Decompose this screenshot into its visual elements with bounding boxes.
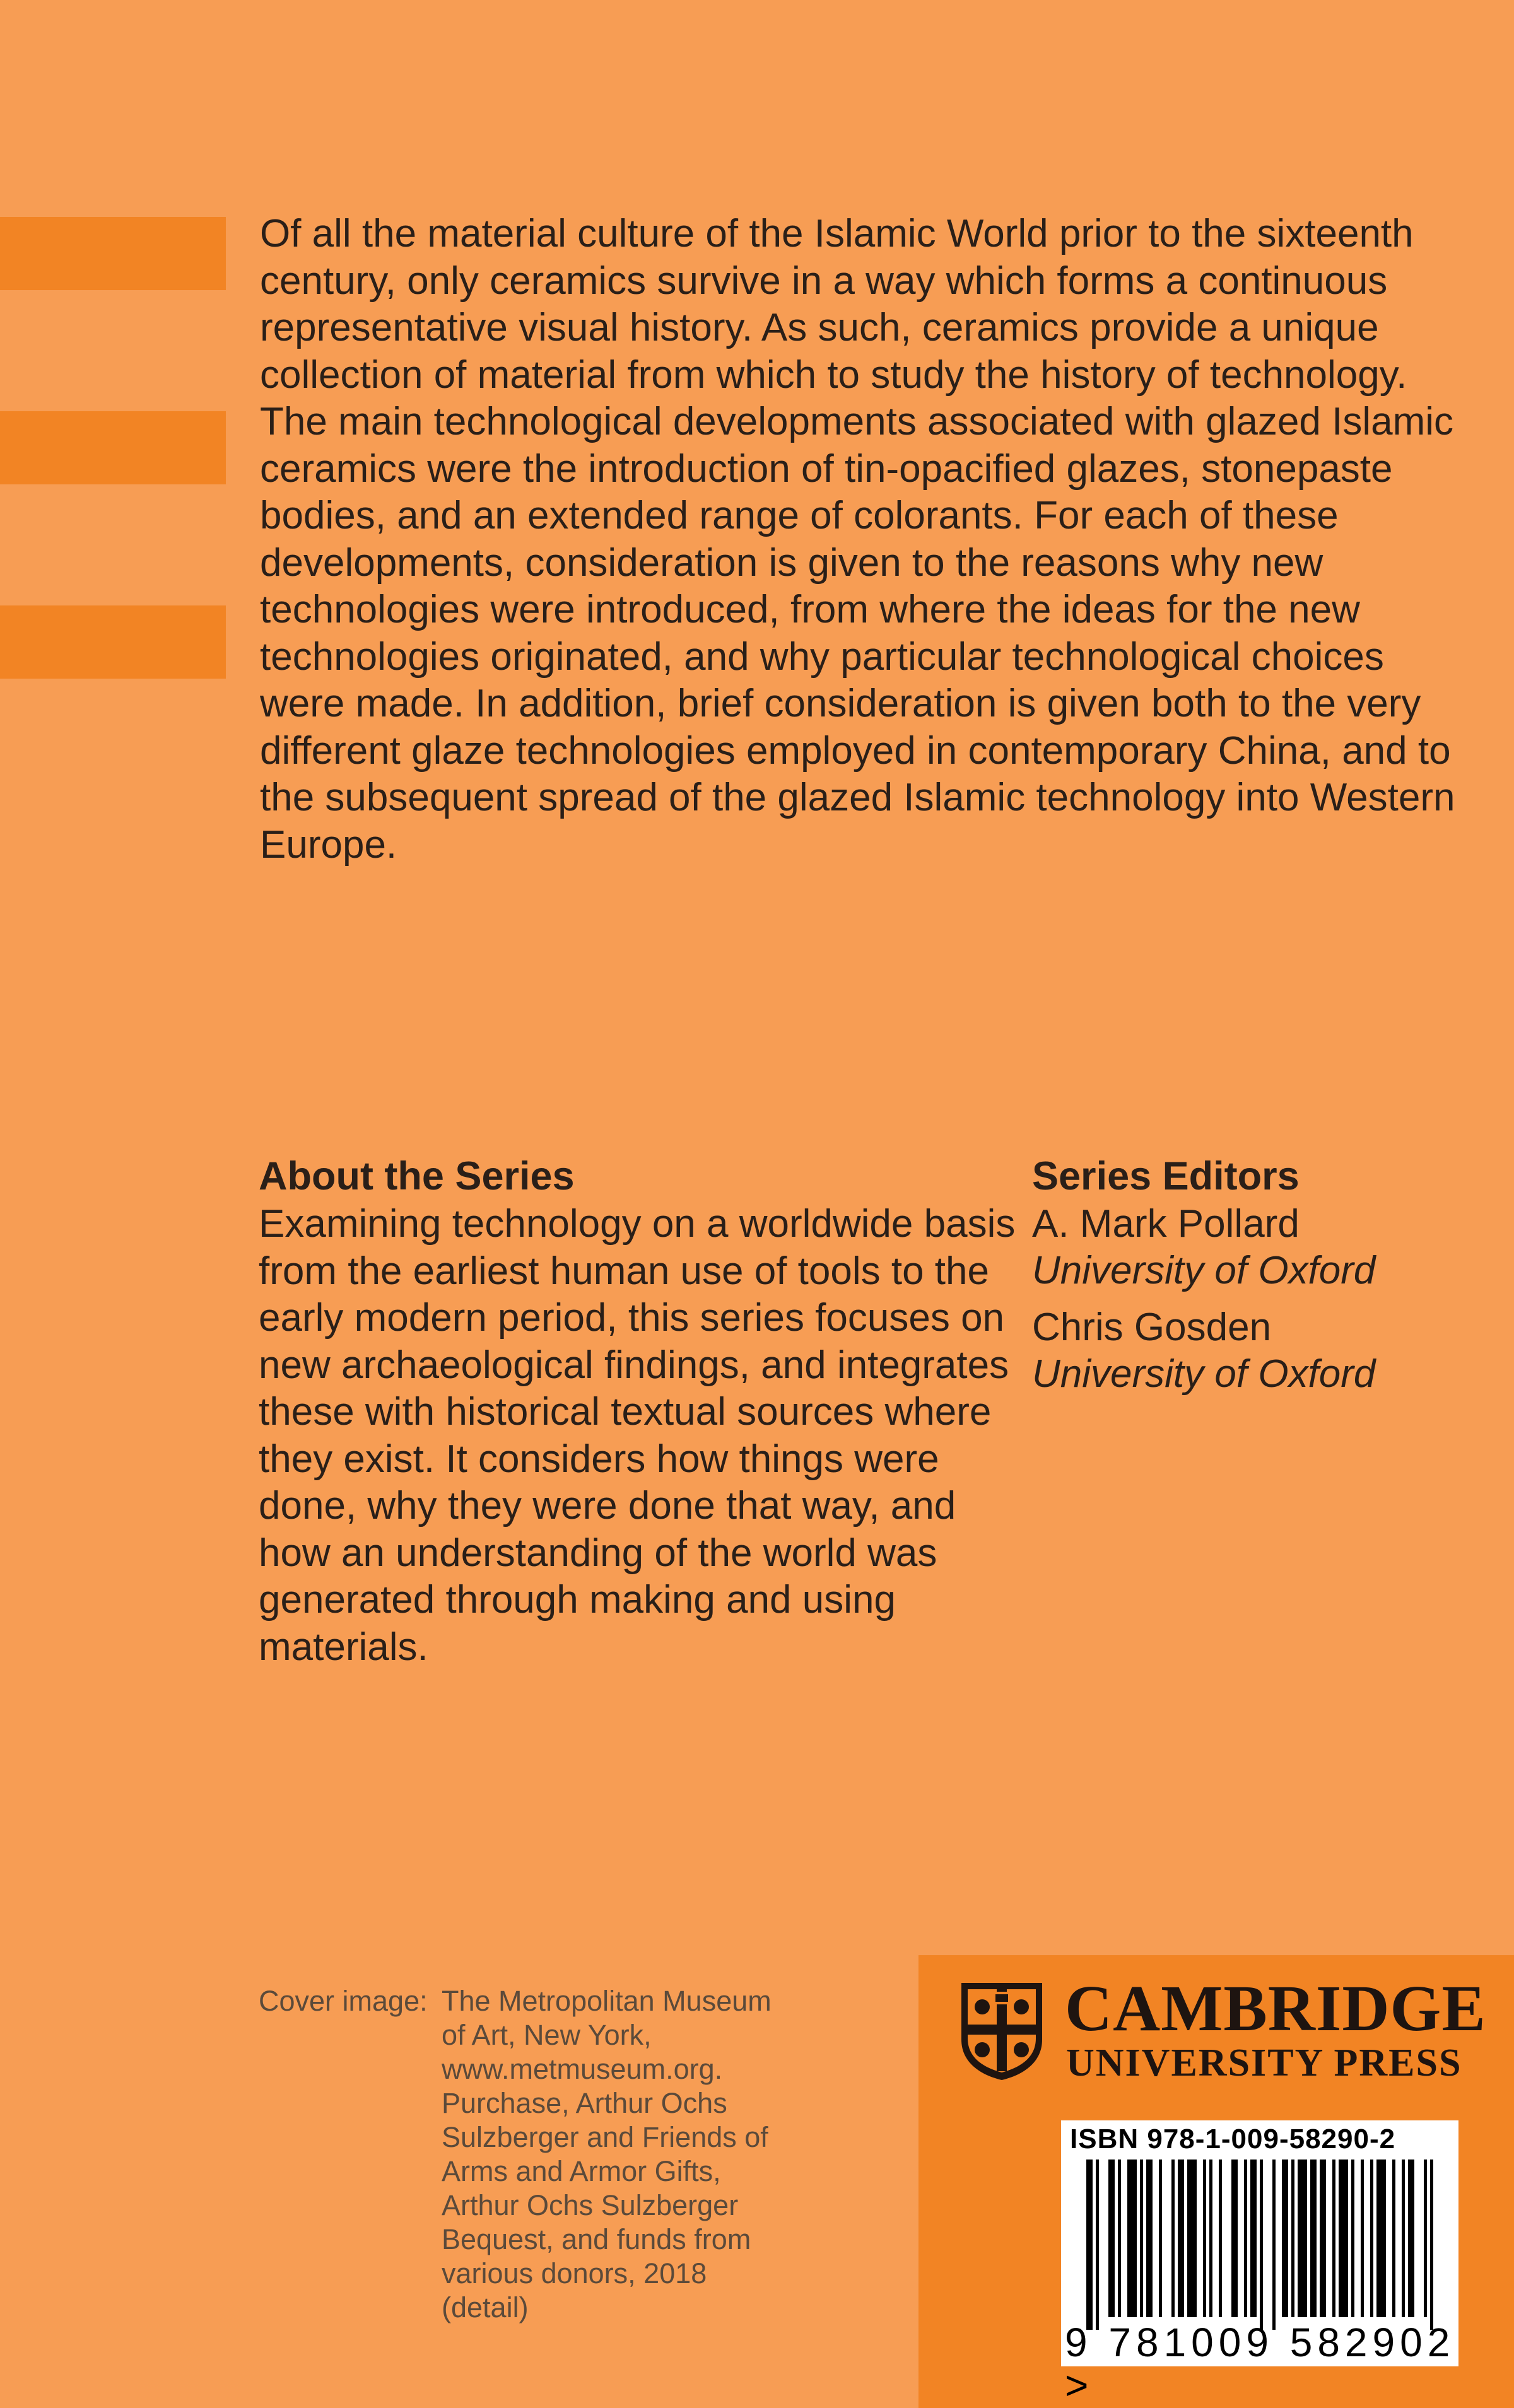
barcode-bar	[1250, 2160, 1257, 2317]
barcode-bar	[1370, 2160, 1373, 2317]
accent-band-2	[0, 411, 226, 484]
barcode-bar	[1376, 2160, 1386, 2317]
editor-affiliation: University of Oxford	[1032, 1249, 1376, 1292]
barcode-bar	[1231, 2160, 1238, 2317]
editor-name: A. Mark Pollard	[1032, 1202, 1300, 1246]
barcode-bar	[1320, 2160, 1326, 2317]
barcode-bar	[1408, 2160, 1414, 2317]
barcode-bar	[1209, 2160, 1212, 2317]
barcode-bar	[1424, 2160, 1427, 2317]
isbn-digits: 9 781009 582902 >	[1065, 2320, 1455, 2408]
barcode-bar	[1178, 2160, 1184, 2317]
series-editor	[1032, 1304, 1375, 1398]
cover-credit-label: Cover image:	[259, 1985, 428, 2017]
isbn-label: ISBN 978-1-009-58290-2	[1070, 2124, 1396, 2154]
barcode-bar	[1430, 2160, 1433, 2330]
barcode-bar	[1086, 2160, 1093, 2330]
barcode-bars	[1086, 2160, 1440, 2330]
publisher-panel	[918, 1955, 1514, 2408]
editor-name: Chris Gosden	[1032, 1306, 1272, 1349]
barcode-bar	[1140, 2160, 1143, 2317]
barcode-bar	[1108, 2160, 1115, 2317]
barcode-bar	[1171, 2160, 1175, 2317]
cambridge-crest-icon	[958, 1979, 1046, 2083]
barcode-bar	[1203, 2160, 1206, 2317]
about-series-text: Examining technology on a worldwide basis from the earliest human use of tools to the early modern period, this series focuses on new archaeological findings, and integrates these with historical textual sources where they exist. It considers how things were done, why they were done that way, and how an understanding of the world was generated through making and using materials.	[259, 1202, 1016, 1669]
publisher-subtitle: UNIVERSITY PRESS	[1066, 2042, 1462, 2084]
barcode-bar	[1127, 2160, 1137, 2317]
barcode-bar	[1187, 2160, 1197, 2317]
barcode-bar	[1392, 2160, 1395, 2317]
book-description: Of all the material culture of the Islamic World prior to the sixteenth century, only ceramics survive in a way which forms a continuous representative visual history. As such, ceramics provide a unique collection of material from which to study the history of technology. The main technological developments associated with glazed Islamic ceramics were the introduction of tin-opacified glazes, stonepaste bodies, and an extended range of colorants. For each of these developments, consideration is given to the reasons why new technologies were introduced, from where the ideas for the new technologies originated, and why particular technological choices were made. In addition, brief consideration is given both to the very different glaze technologies employed in contemporary China, and to the subsequent spread of the glazed Islamic technology into Western Europe.	[260, 212, 1455, 867]
barcode-bar	[1291, 2160, 1294, 2317]
barcode-bar	[1260, 2160, 1263, 2330]
barcode-bar	[1096, 2160, 1099, 2330]
about-series-heading: About the Series	[259, 1154, 575, 1198]
barcode-bar	[1310, 2160, 1317, 2317]
series-editors-heading: Series Editors	[1032, 1154, 1300, 1198]
barcode-bar	[1159, 2160, 1162, 2317]
barcode-bar	[1351, 2160, 1354, 2317]
barcode-bar	[1244, 2160, 1247, 2317]
barcode-bar	[1118, 2160, 1121, 2317]
series-editor	[1032, 1201, 1375, 1294]
barcode-bar	[1298, 2160, 1307, 2317]
barcode-bar	[1146, 2160, 1153, 2317]
editor-affiliation: University of Oxford	[1032, 1352, 1376, 1396]
barcode-bar	[1339, 2160, 1348, 2317]
barcode-bar	[1272, 2160, 1276, 2330]
accent-band-1	[0, 217, 226, 290]
barcode-bar	[1219, 2160, 1222, 2317]
barcode-bar	[1282, 2160, 1288, 2317]
barcode-bar	[1361, 2160, 1364, 2317]
isbn-barcode	[1061, 2120, 1458, 2408]
barcode-bar	[1332, 2160, 1335, 2317]
cover-credit-text: The Metropolitan Museum of Art, New York, www.metmuseum.org. Purchase, Arthur Ochs Sulzberger and Friends of Arms and Armor Gifts, Arthur Ochs Sulzberger Bequest, and funds from various donors, 2018 (detail)	[442, 1985, 772, 2323]
barcode-bar	[1402, 2160, 1405, 2317]
publisher-name: CAMBRIDGE	[1065, 1972, 1486, 2045]
accent-band-3	[0, 605, 226, 679]
